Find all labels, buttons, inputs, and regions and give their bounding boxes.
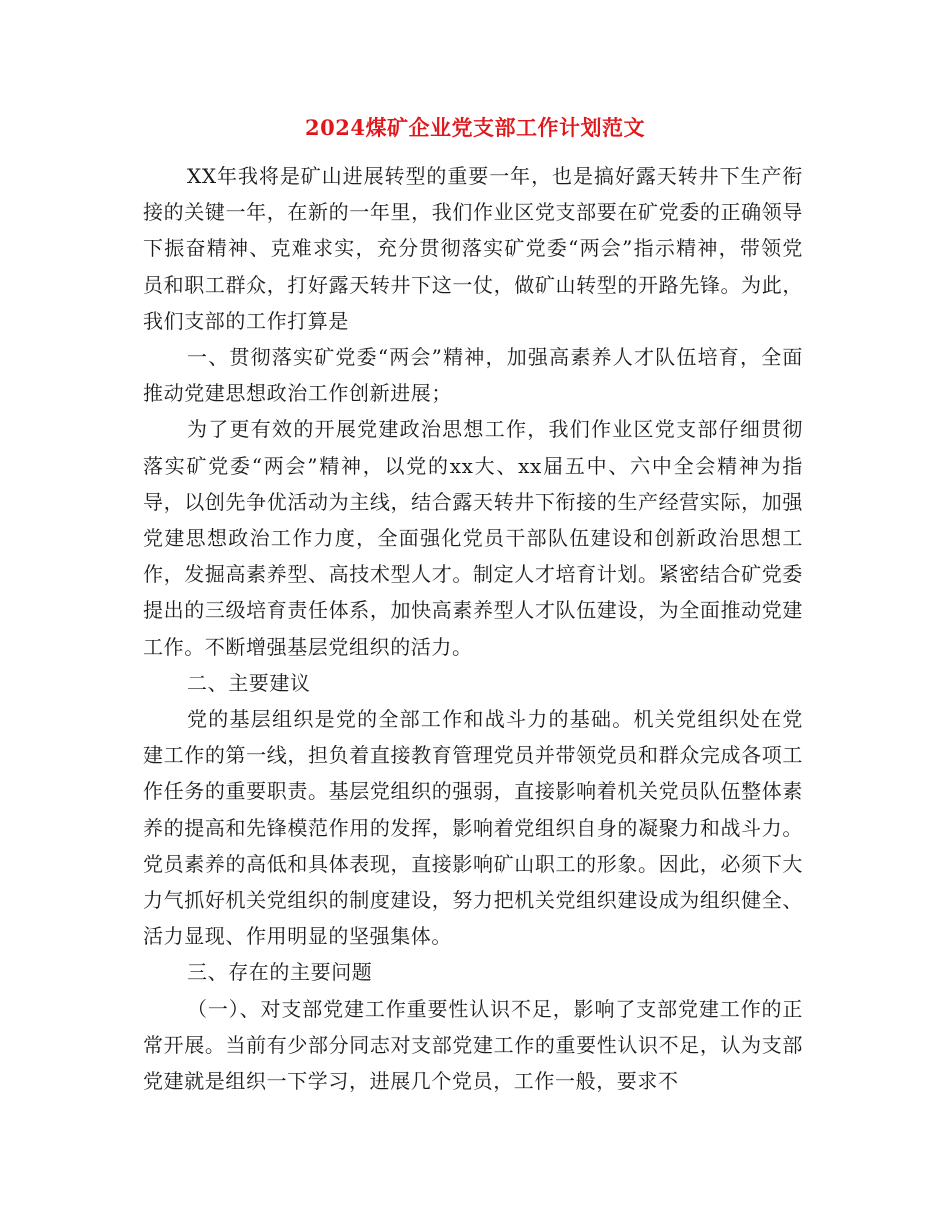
- section-heading-2: 二、主要建议: [187, 670, 311, 695]
- document-body: [143, 158, 803, 1099]
- paragraph-section-2: 党的基层组织是党的全部工作和战斗力的基础。机关党组织处在党建工作的第一线，担负着直接教育管理党员并带领党员和群众完成各项工作任务的重要职责。基层党组织的强弱，直接影响着机关党员队伍整体素养的提高和先锋模范作用的发挥，影响着党组织自身的凝聚力和战斗力。党员素养的高低和具体表现，直接影响矿山职工的形象。因此，必须下大力气抓好机关党组织的制度建设，努力把机关党组织建设成为组织健全、活力显现、作用明显的坚强集体。: [143, 707, 803, 949]
- section-heading-3: 三、存在的主要问题: [187, 960, 373, 985]
- section-heading-1: 一、贯彻落实矿党委“两会”精神，加强高素养人才队伍培育，全面推动党建思想政治工作创新进展；: [143, 345, 803, 406]
- paragraph-section-1: 为了更有效的开展党建政治思想工作，我们作业区党支部仔细贯彻落实矿党委“两会”精神，以党的xx大、xx届五中、六中全会精神为指导，以创先争优活动为主线，结合露天转井下衔接的生产经营实际，加强党建思想政治工作力度，全面强化党员干部队伍建设和创新政治思想工作，发掘高素养型、高技术型人才。制定人才培育计划。紧密结合矿党委提出的三级培育责任体系，加快高素养型人才队伍建设，为全面推动党建工作。不断增强基层党组织的活力。: [143, 417, 803, 659]
- paragraph-intro: XX年我将是矿山进展转型的重要一年，也是搞好露天转井下生产衔接的关键一年，在新的一年里，我们作业区党支部要在矿党委的正确领导下振奋精神、克难求实，充分贯彻落实矿党委“两会”指示精神，带领党员和职工群众，打好露天转井下这一仗，做矿山转型的开路先锋。为此，我们支部的工作打算是: [143, 164, 803, 333]
- paragraph-section-3-item-1: （一）、对支部党建工作重要性认识不足，影响了支部党建工作的正常开展。当前有少部分同志对支部党建工作的重要性认识不足，认为支部党建就是组织一下学习，进展几个党员，工作一般，要求不: [143, 996, 803, 1094]
- document-title: 2024煤矿企业党支部工作计划范文: [305, 115, 645, 140]
